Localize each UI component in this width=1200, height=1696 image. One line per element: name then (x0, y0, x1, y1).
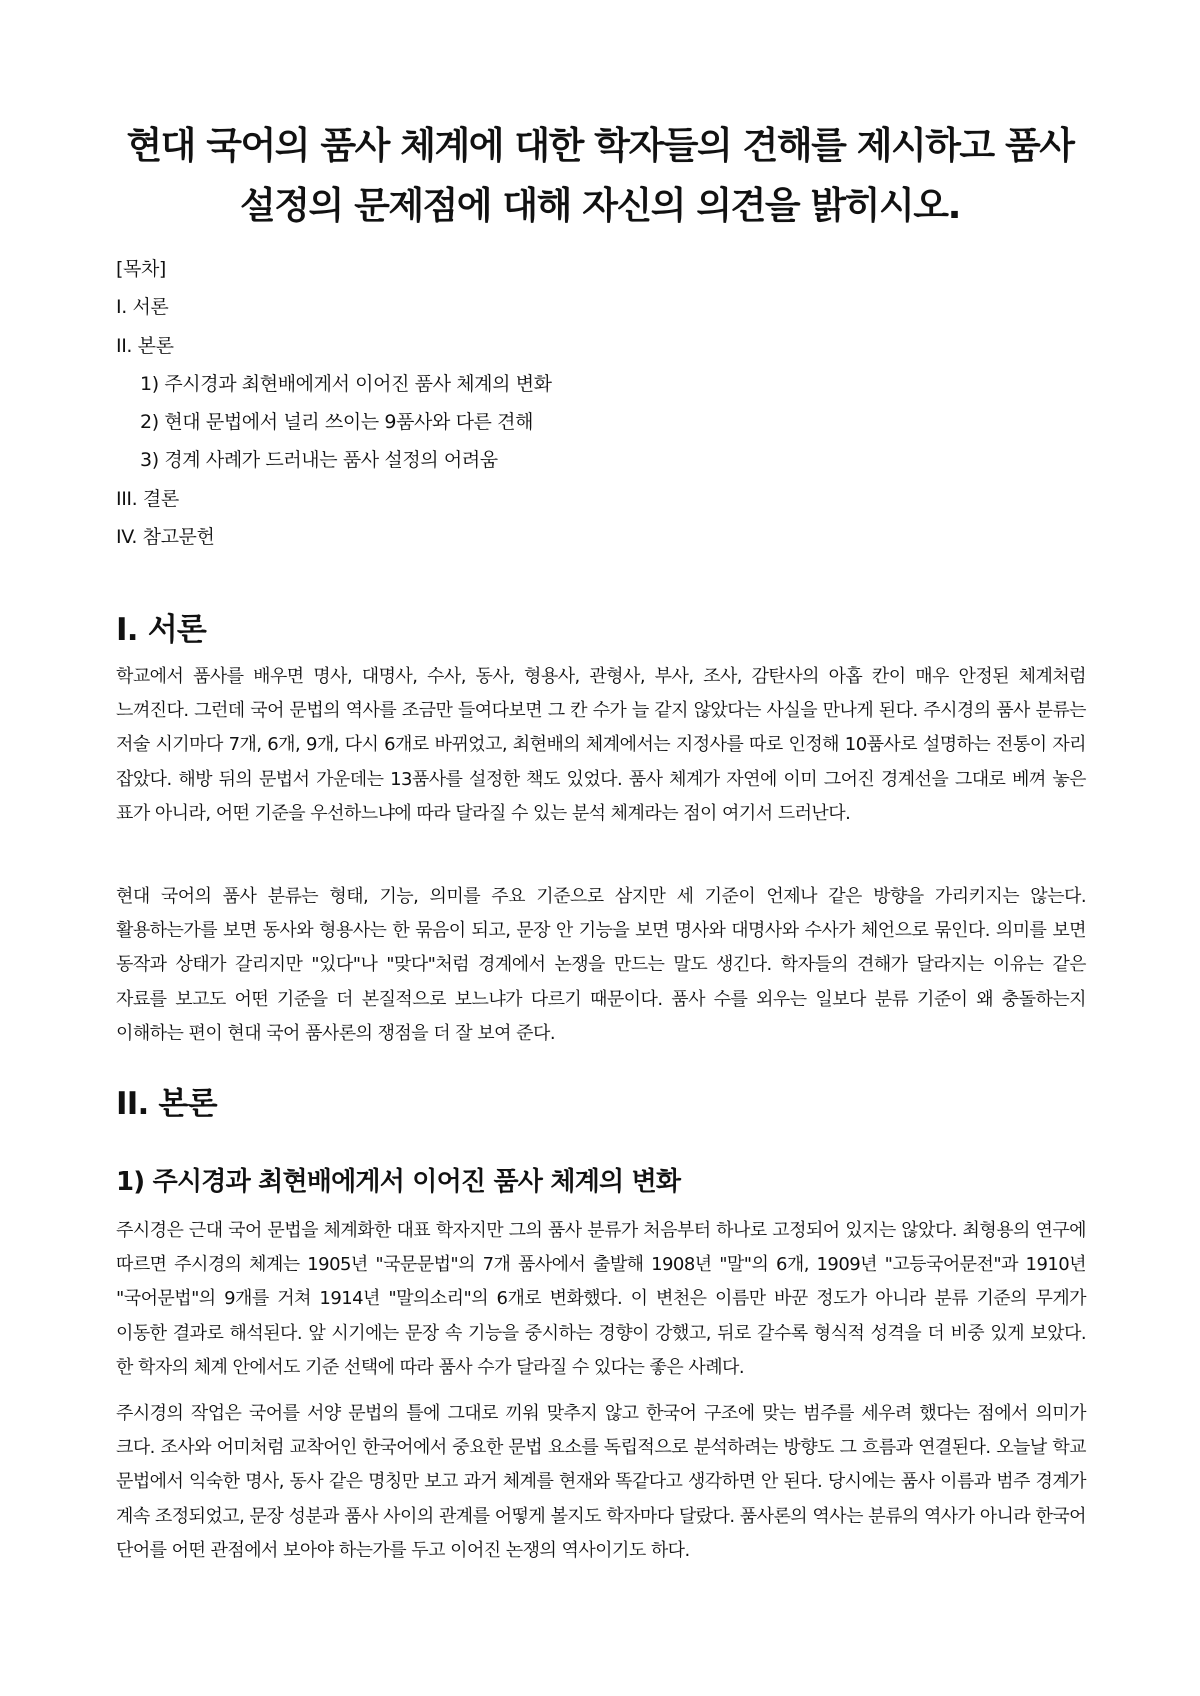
body-1-paragraph-2: 주시경의 작업은 국어를 서양 문법의 틀에 그대로 끼워 맞추지 않고 한국어 구조에 맞는 범주를 세우려 했다는 점에서 의미가 크다. 조사와 어미처럼 교착어인 한국어에서 중요한 문법 요소를 독립적으로 분석하려는 방향도 그 흐름과 연결된다. 오늘날 학교 문법에서 익숙한 명사, 동사 같은 명칭만 보고 과거 체계를 현재와 똑같다고 생각하면 안 된다. 당시에는 품사 이름과 범주 경계가 계속 조정되었고, 문장 성분과 품사 사이의 관계를 어떻게 볼지도 학자마다 달랐다. 품사론의 역사는 분류의 역사가 아니라 한국어 단어를 어떤 관점에서 보아야 하는가를 두고 이어진 논쟁의 역사이기도 하다. (116, 1403, 1086, 1561)
toc-item-body-1: 1) 주시경과 최현배에게서 이어진 품사 체계의 변화 (140, 372, 552, 395)
toc-item-body-2: 2) 현대 문법에서 널리 쓰이는 9품사와 다른 견해 (140, 411, 534, 434)
toc-label: [목차] (116, 258, 166, 280)
toc-item-references: IV. 참고문헌 (116, 526, 215, 549)
intro-paragraph-1: 학교에서 품사를 배우면 명사, 대명사, 수사, 동사, 형용사, 관형사, 부사, 조사, 감탄사의 아홉 칸이 매우 안정된 체계처럼 느껴진다. 그런데 국어 문법의 역사를 조금만 들여다보면 그 칸 수가 늘 같지 않았다는 사실을 만나게 된다. 주시경의 품사 분류는 저술 시기마다 7개, 6개, 9개, 다시 6개로 바뀌었고, 최현배의 체계에서는 지정사를 따로 인정해 10품사로 설명하는 전통이 자리 잡았다. 해방 뒤의 문법서 가운데는 13품사를 설정한 책도 있었다. 품사 체계가 자연에 이미 그어진 경계선을 그대로 베껴 놓은 표가 아니라, 어떤 기준을 우선하느냐에 따라 달라질 수 있는 분석 체계라는 점이 여기서 드러난다. (116, 666, 1086, 824)
intro-paragraph-2: 현대 국어의 품사 분류는 형태, 기능, 의미를 주요 기준으로 삼지만 세 기준이 언제나 같은 방향을 가리키지는 않는다. 활용하는가를 보면 동사와 형용사는 한 묶음이 되고, 문장 안 기능을 보면 명사와 대명사와 수사가 체언으로 묶인다. 의미를 보면 동작과 상태가 갈리지만 "있다"나 "맞다"처럼 경계에서 논쟁을 만드는 말도 생긴다. 학자들의 견해가 달라지는 이유는 같은 자료를 보고도 어떤 기준을 더 본질적으로 보느냐가 다르기 때문이다. 품사 수를 외우는 일보다 분류 기준이 왜 충돌하는지 이해하는 편이 현대 국어 품사론의 쟁점을 더 잘 보여 준다. (116, 886, 1086, 1044)
section-heading-intro: I. 서론 (116, 612, 206, 648)
table-of-contents (116, 250, 1116, 556)
toc-item-body: II. 본론 (116, 334, 174, 357)
body-1-paragraph-1: 주시경은 근대 국어 문법을 체계화한 대표 학자지만 그의 품사 분류가 처음부터 하나로 고정되어 있지는 않았다. 최형용의 연구에 따르면 주시경의 체계는 1905년 "국문문법"의 7개 품사에서 출발해 1908년 "말"의 6개, 1909년 "고등국어문전"과 1910년 "국어문법"의 9개를 거쳐 1914년 "말의소리"의 6개로 변화했다. 이 변천은 이름만 바꾼 정도가 아니라 분류 기준의 무게가 이동한 결과로 해석된다. 앞 시기에는 문장 속 기능을 중시하는 경향이 강했고, 뒤로 갈수록 형식적 성격을 더 비중 있게 보았다. 한 학자의 체계 안에서도 기준 선택에 따라 품사 수가 달라질 수 있다는 좋은 사례다. (116, 1220, 1086, 1378)
subsection-heading-1: 1) 주시경과 최현배에게서 이어진 품사 체계의 변화 (116, 1167, 681, 1197)
document-title (60, 116, 1140, 236)
section-heading-body: II. 본론 (116, 1086, 217, 1122)
toc-item-intro: I. 서론 (116, 296, 169, 319)
toc-item-body-3: 3) 경계 사례가 드러내는 품사 설정의 어려움 (140, 449, 498, 472)
title-line-2: 설정의 문제점에 대해 자신의 의견을 밝히시오. (239, 184, 961, 227)
title-line-1: 현대 국어의 품사 체계에 대한 학자들의 견해를 제시하고 품사 (126, 124, 1074, 167)
toc-item-conclusion: III. 결론 (116, 487, 179, 510)
